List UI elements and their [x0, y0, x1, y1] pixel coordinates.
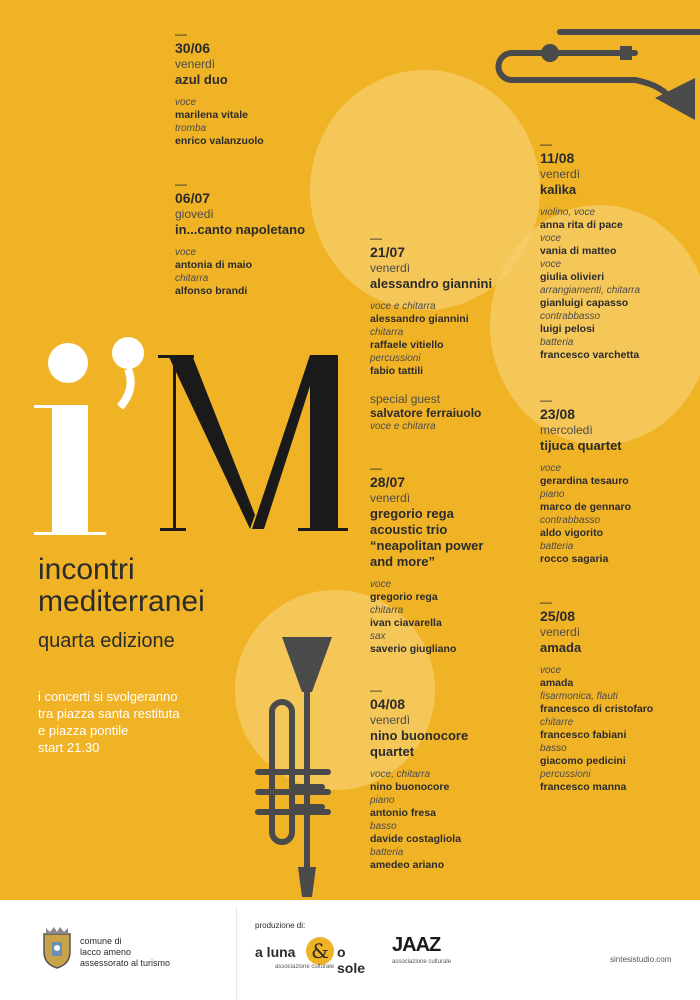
event-04-08: [370, 684, 520, 872]
performer-role: fisarmonica, flauti: [540, 691, 618, 702]
performer-name: marco de gennaro: [540, 501, 632, 513]
venue-line-3: e piazza pontile: [38, 723, 129, 738]
performer-name: francesco di cristofaro: [540, 703, 654, 715]
performer-role: batteria: [540, 541, 574, 552]
coat-of-arms-icon: [40, 926, 74, 970]
event-title: in...canto napoletano: [175, 222, 306, 237]
event-25-08: [540, 596, 695, 794]
performer-role: chitarra: [370, 605, 404, 616]
event-28-07: [370, 462, 520, 656]
performer-name: vania di matteo: [540, 245, 617, 257]
performer-role: basso: [370, 821, 397, 832]
comune-line-2: lacco ameno: [80, 947, 132, 957]
event-date: 23/08: [540, 406, 576, 422]
performer-role: voce: [540, 233, 562, 244]
event-dash: —: [370, 683, 382, 697]
performer-role: percussioni: [540, 769, 591, 780]
performer-name: giacomo pedicini: [540, 755, 626, 767]
performer-role: chitarra: [370, 327, 404, 338]
performer-role: contrabbasso: [540, 311, 601, 322]
performer-role: chitarra: [175, 273, 209, 284]
event-date: 21/07: [370, 244, 406, 260]
event-title: [38, 554, 205, 618]
performer-role: piano: [370, 795, 395, 806]
performer-role: voce: [175, 97, 197, 108]
event-title-line: “neapolitan power: [370, 538, 484, 553]
performer-name: enrico valanzuolo: [175, 135, 264, 147]
performer-name: alessandro giannini: [370, 313, 469, 325]
trumpet-icon: [250, 632, 350, 900]
performer-role: sax: [370, 631, 386, 642]
start-time: start 21.30: [38, 740, 100, 755]
performer-role: voce: [370, 579, 392, 590]
jaaz-text: JAAZ: [392, 934, 441, 956]
event-title: azul duo: [175, 72, 228, 87]
event-title: tijuca quartet: [540, 438, 622, 453]
jaaz-subtitle: associazione culturale: [392, 959, 452, 965]
performer-name: raffaele vitiello: [370, 339, 444, 351]
event-title-line: nino buonocore: [370, 728, 469, 743]
footer-sponsors: [0, 900, 700, 1000]
event-06-07: [175, 178, 365, 298]
performer-name: antonia di maio: [175, 259, 253, 271]
performer-name: gerardina tesauro: [540, 475, 629, 487]
performer-name: saverio giugliano: [370, 643, 457, 655]
event-dash: —: [540, 137, 552, 151]
performer-name: francesco varchetta: [540, 349, 640, 361]
event-11-08: [540, 138, 695, 362]
event-day: venerdì: [540, 167, 581, 181]
jaaz-logo: [392, 934, 451, 965]
performer-name: francesco manna: [540, 781, 627, 793]
comune-text: [80, 936, 170, 969]
performer-role: voce: [540, 259, 562, 270]
special-guest-role: voce e chitarra: [370, 421, 436, 432]
performer-name: amedeo ariano: [370, 859, 445, 871]
aluna-osole-logo: [255, 936, 375, 976]
event-30-06: [175, 28, 355, 148]
event-day: venerdì: [175, 57, 216, 71]
venue-line-2: tra piazza santa restituta: [38, 706, 180, 721]
performer-name: alfonso brandi: [175, 285, 248, 297]
performer-role: contrabbasso: [540, 515, 601, 526]
performer-name: davide costagliola: [370, 833, 462, 845]
event-dash: —: [540, 393, 552, 407]
performer-role: voce, chitarra: [370, 769, 431, 780]
produzione-label: produzione di:: [255, 921, 306, 930]
event-title-line-2: mediterranei: [38, 585, 205, 618]
event-dash: —: [175, 27, 187, 41]
performer-name: francesco fabiani: [540, 729, 627, 741]
event-title: amada: [540, 640, 582, 655]
event-dash: —: [370, 231, 382, 245]
special-guest-label: special guest: [370, 392, 441, 406]
event-date: 11/08: [540, 150, 575, 166]
event-title-line: gregorio rega: [370, 506, 454, 521]
logo-mark: [20, 315, 350, 545]
event-title-line: quartet: [370, 744, 415, 759]
event-day: venerdì: [370, 261, 411, 275]
performer-name: giulia olivieri: [540, 271, 605, 283]
performer-name: luigi pelosi: [540, 323, 595, 335]
performer-name: antonio fresa: [370, 807, 436, 819]
performer-name: ivan ciavarella: [370, 617, 442, 629]
venue-line-1: i concerti si svolgeranno: [38, 689, 178, 704]
performer-role: violino, voce: [540, 207, 596, 218]
performer-name: aldo vigorito: [540, 527, 603, 539]
performer-role: voce: [540, 665, 562, 676]
event-23-08: [540, 394, 695, 566]
event-day: venerdì: [370, 713, 411, 727]
svg-text:&: &: [311, 939, 329, 963]
performer-role: tromba: [175, 123, 207, 134]
event-dash: —: [175, 177, 187, 191]
performer-name: amada: [540, 677, 574, 689]
performer-role: voce: [540, 463, 562, 474]
event-title: kalìka: [540, 182, 577, 197]
performer-role: basso: [540, 743, 567, 754]
performer-role: voce e chitarra: [370, 301, 436, 312]
performer-role: chitarre: [540, 717, 574, 728]
performer-name: anna rita di pace: [540, 219, 623, 231]
performer-role: percussioni: [370, 353, 421, 364]
comune-line-3: assessorato al turismo: [80, 958, 171, 968]
performer-role: piano: [540, 489, 565, 500]
performer-name: gianluigi capasso: [540, 297, 629, 309]
ampersand-logo-icon: [305, 936, 335, 966]
trombone-icon: [450, 28, 700, 123]
event-date: 04/08: [370, 696, 406, 712]
special-guest-name: salvatore ferraiuolo: [370, 406, 482, 420]
performer-role: batteria: [540, 337, 574, 348]
performer-role: batteria: [370, 847, 404, 858]
performer-role: voce: [175, 247, 197, 258]
performer-name: gregorio rega: [370, 591, 438, 603]
venue-info: [38, 688, 258, 756]
event-21-07: [370, 232, 520, 433]
performer-name: rocco sagaria: [540, 553, 609, 565]
event-day: venerdì: [540, 625, 581, 639]
event-day: mercoledì: [540, 423, 593, 437]
event-title-line-1: incontri: [38, 553, 135, 586]
aluna-subtitle: associazione culturale: [275, 964, 335, 970]
performer-role: arrangiamenti, chitarra: [540, 285, 641, 296]
performer-name: nino buonocore: [370, 781, 450, 793]
event-dash: —: [540, 595, 552, 609]
event-title: alessandro giannini: [370, 276, 493, 291]
osole-text: o sole: [337, 944, 366, 976]
event-date: 25/08: [540, 608, 576, 624]
event-subtitle: quarta edizione: [38, 630, 175, 652]
event-date: 06/07: [175, 190, 211, 206]
event-day: venerdì: [370, 491, 411, 505]
event-title-line: and more”: [370, 554, 436, 569]
comune-line-1: comune di: [80, 936, 122, 946]
event-title-line: acoustic trio: [370, 522, 448, 537]
design-credit: sintesistudio.com: [610, 955, 672, 964]
aluna-text: a luna: [255, 944, 296, 960]
footer-divider-1: [236, 906, 237, 1000]
event-date: 30/06: [175, 40, 211, 56]
event-dash: —: [370, 461, 382, 475]
event-day: giovedì: [175, 207, 214, 221]
performer-name: marilena vitale: [175, 109, 248, 121]
event-date: 28/07: [370, 474, 406, 490]
performer-name: fabio tattili: [370, 365, 424, 377]
